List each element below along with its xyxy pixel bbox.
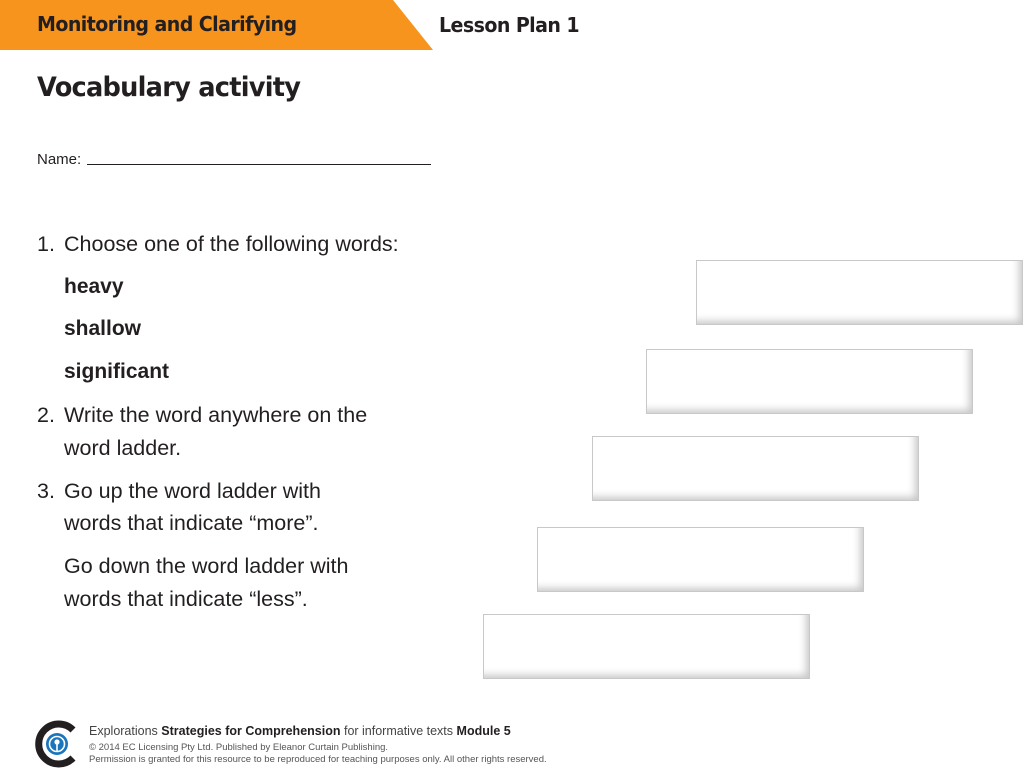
series-title: Strategies for Comprehension	[161, 724, 341, 738]
step-3-down: Go down the word ladder with	[64, 554, 349, 578]
step-text: Write the word anywhere on the	[64, 403, 368, 427]
step-number: 2.	[37, 403, 55, 427]
step-3	[37, 475, 321, 508]
permission-text: Permission is granted for this resource to be reproduced for teaching purposes only. All other rights reserved.	[89, 754, 547, 765]
word-ladder-rung-5	[483, 614, 810, 679]
section-title: Monitoring and Clarifying	[37, 12, 297, 36]
series-prefix: Explorations	[89, 724, 158, 738]
step-3-continued: words that indicate “more”.	[64, 511, 319, 535]
word-option: heavy	[64, 275, 124, 298]
word-ladder-rung-1[interactable]	[696, 260, 1023, 325]
publisher-logo-icon	[33, 720, 81, 768]
page-title: Vocabulary activity	[37, 72, 301, 103]
name-field	[37, 149, 437, 169]
step-1	[37, 228, 399, 261]
footer	[0, 716, 1024, 769]
name-label: Name:	[37, 151, 82, 168]
word-ladder-rung-3[interactable]	[592, 436, 919, 501]
step-2	[37, 399, 367, 432]
step-number: 1.	[37, 232, 55, 256]
word-option: significant	[64, 360, 170, 383]
step-2-continued: word ladder.	[64, 436, 182, 460]
step-3-down-continued: words that indicate “less”.	[64, 587, 308, 611]
lesson-label: Lesson Plan 1	[439, 13, 580, 37]
word-option: shallow	[64, 317, 142, 340]
series-suffix: for informative texts	[343, 724, 454, 738]
step-number: 3.	[37, 479, 55, 503]
series-line	[89, 724, 511, 738]
word-ladder-rung-4[interactable]	[537, 527, 864, 592]
step-text: Choose one of the following words:	[64, 232, 399, 256]
copyright-text: © 2014 EC Licensing Pty Ltd. Published by Eleanor Curtain Publishing.	[89, 742, 389, 753]
name-underline[interactable]	[87, 164, 431, 165]
word-ladder-rung-2[interactable]	[646, 349, 973, 414]
step-text: Go up the word ladder with	[64, 479, 321, 503]
module-label: Module 5	[456, 724, 511, 738]
